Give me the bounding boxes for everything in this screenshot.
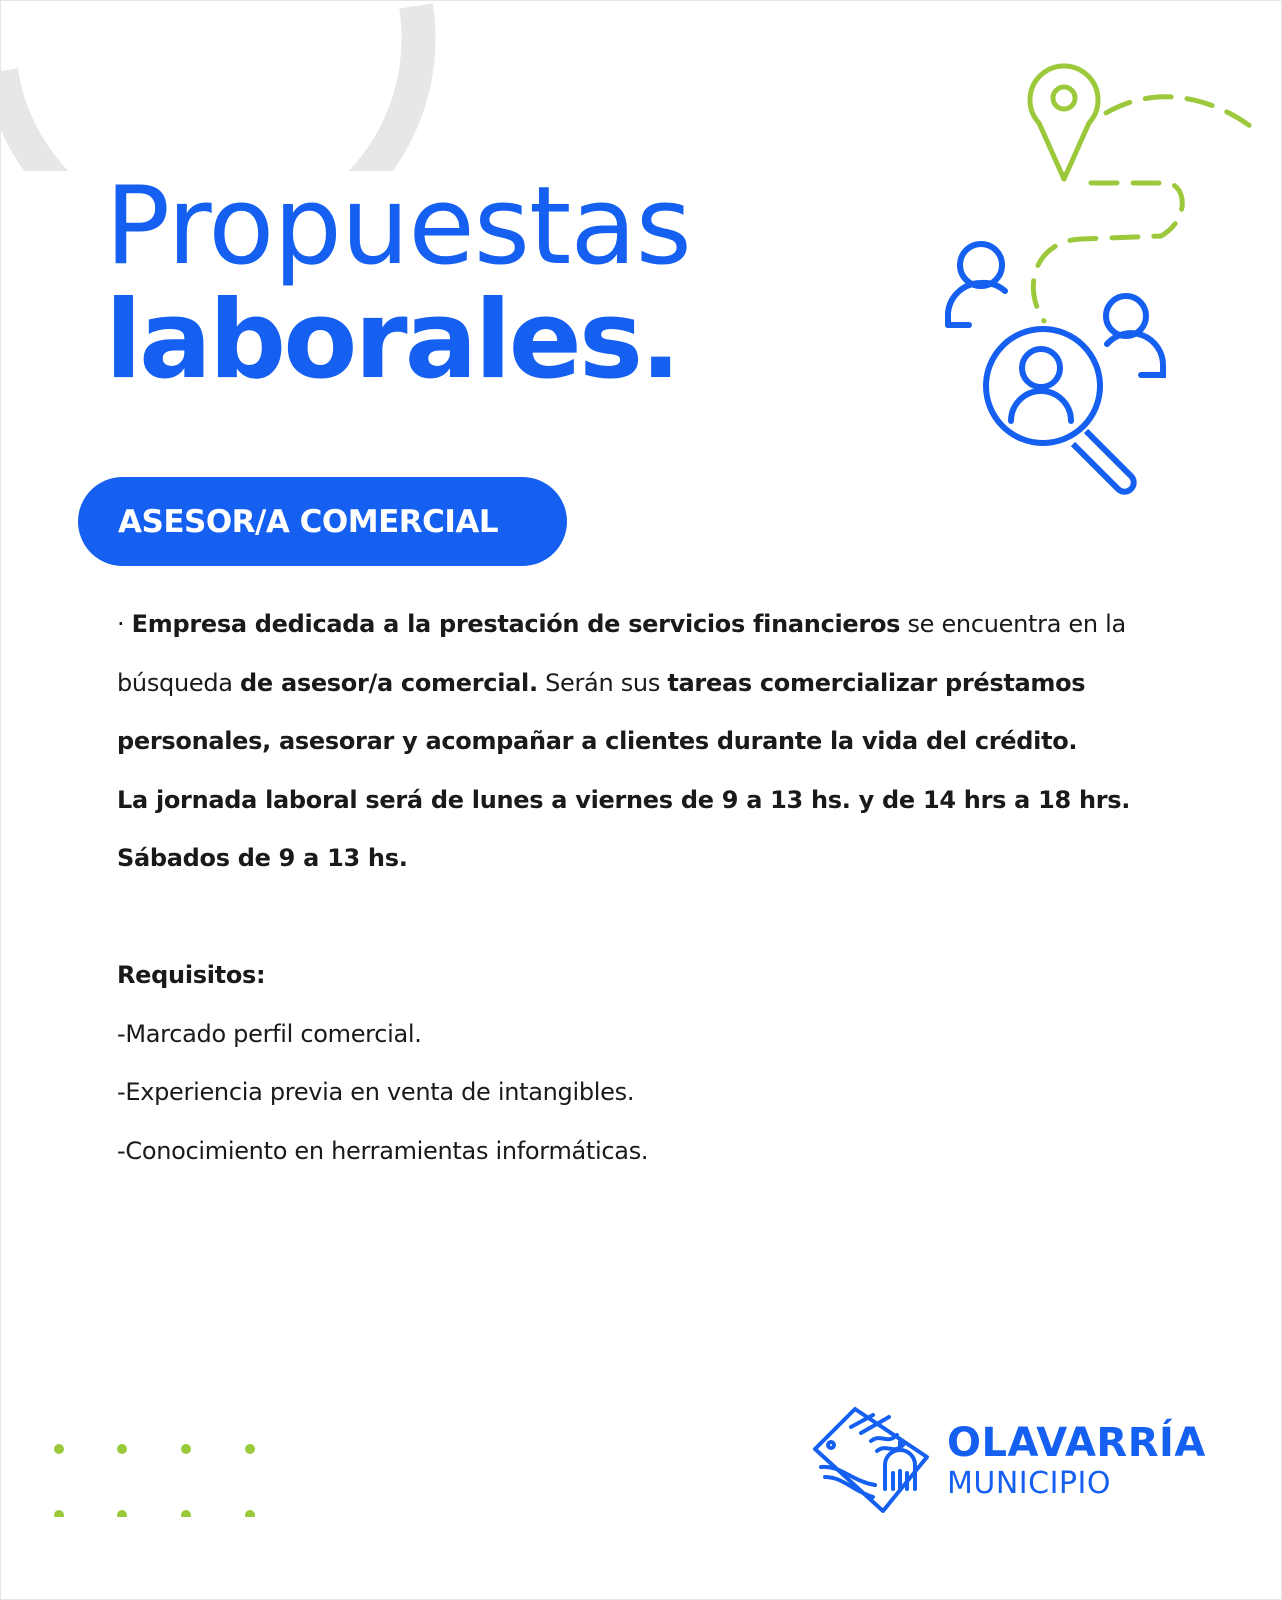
schedule-saturday: Sábados de 9 a 13 hs. xyxy=(117,844,408,872)
description-text: búsqueda xyxy=(117,668,241,697)
position-badge xyxy=(78,477,567,566)
position-label: ASESOR/A COMERCIAL xyxy=(118,503,499,540)
person-icon xyxy=(948,244,1005,325)
requirement-item: -Conocimiento en herramientas informáticas. xyxy=(117,1136,649,1165)
bullet: · xyxy=(117,610,132,638)
schedule-weekdays: La jornada laboral será de lunes a viernes de 9 a 13 hs. y de 14 hrs a 18 hrs. xyxy=(117,785,1131,814)
description-bold: tareas comercializar préstamos xyxy=(667,668,1086,697)
dashed-route xyxy=(1033,97,1259,321)
description-line-2 xyxy=(117,654,1217,713)
description-line-1 xyxy=(117,595,1217,654)
decorative-arc xyxy=(1,1,441,171)
logo-name: OLAVARRÍA xyxy=(947,1420,1206,1466)
decorative-dots xyxy=(49,1437,269,1517)
requirement-item: -Experiencia previa en venta de intangibles. xyxy=(117,1078,635,1106)
municipality-logo xyxy=(811,1405,1206,1517)
description-text: se encuentra en la xyxy=(900,610,1126,638)
location-pin-icon xyxy=(1030,66,1098,179)
job-search-illustration xyxy=(941,61,1281,501)
requirements-heading: Requisitos: xyxy=(117,961,266,989)
title-line-1: Propuestas xyxy=(105,164,691,289)
description-text: Serán sus xyxy=(537,668,668,697)
job-description xyxy=(117,595,1217,1180)
description-bold: Empresa dedicada a la prestación de servicios financieros xyxy=(131,610,901,638)
municipal-emblem-icon xyxy=(811,1405,931,1517)
person-icon xyxy=(1106,296,1163,375)
description-line-3: personales, asesorar y acompañar a clientes durante la vida del crédito. xyxy=(117,727,1078,755)
requirement-item: -Marcado perfil comercial. xyxy=(117,1019,422,1048)
logo-subtitle: MUNICIPIO xyxy=(947,1466,1111,1501)
magnifier-person-icon xyxy=(986,329,1134,492)
title-line-2: laborales. xyxy=(105,278,679,403)
description-bold: de asesor/a comercial. xyxy=(240,668,538,697)
